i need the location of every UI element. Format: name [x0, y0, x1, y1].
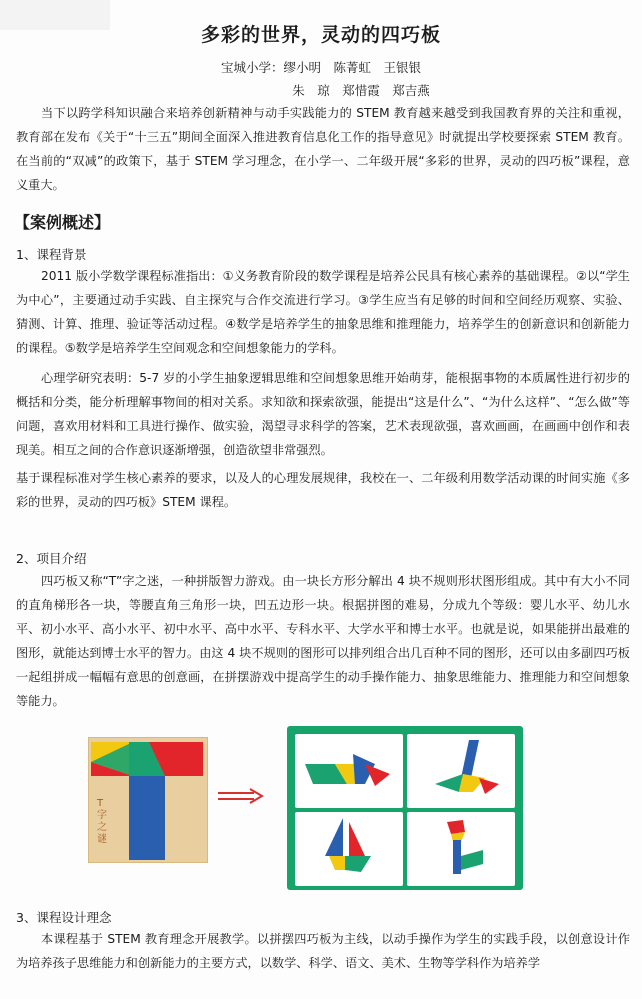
background-paragraph-2: 心理学研究表明：5-7 岁的小学生抽象逻辑思维和空间想象思维开始萌芽，能根据事物的本质属性进行初步的概括和分类，能分析理解事物间的相对关系。求知欲和探索欲强，能提出“这是什么”、“为什么这样”、“怎么做”等问题，喜欢用材料和工具进行操作、做实验，渴望寻求科学的答案，艺术表现欲强，喜欢画画，在画画中创作和表现美。相互之间的合作意识逐渐增强，创造欲望非常强烈。: [16, 371, 630, 457]
figure-bird: [407, 734, 515, 808]
design-paragraph: 本课程基于 STEM 教育理念开展教学。以拼摆四巧板为主线，以动手操作为学生的实践手段，以创意设计作为培养孩子思维能力和创新能力的主要方式，以数学、科学、语文、美术、生物等学科作为培养学: [16, 932, 630, 970]
authors-line-1: 宝城小学：缪小明 陈菁虹 王银银: [220, 60, 421, 75]
subheading-design: 3、课程设计理念: [16, 910, 112, 925]
figure-sailboat: [295, 812, 403, 886]
authors-line-2: 朱 琼 郑惜霞 郑吉燕: [292, 83, 430, 98]
subheading-project: 2、项目介绍: [16, 551, 87, 566]
project-paragraph: 四巧板又称“T”字之迷，一种拼版智力游戏。由一块长方形分解出 4 块不规则形状图形组成。其中有大小不同的直角梯形各一块，等腰直角三角形一块，凹五边形一块。根据拼图的难易，分成九个等级：婴儿水平、幼儿水平、初小水平、高小水平、初中水平、高中水平、专科水平、大学水平和博士水平。也就是说，如果能拼出最难的图形，就能达到博士水平的智力。由这 4 块不规则的图形可以排列组合出几百种不同的图形，还可以由多副四巧板一起组拼成一幅幅有意思的创意画，在拼摆游戏中提高学生的动手操作能力、抽象思维能力、推理能力和空间想象等能力。: [16, 574, 630, 708]
figure-flower: [407, 812, 515, 886]
figure-plane: [295, 734, 403, 808]
background-paragraph-1: 2011 版小学数学课程标准指出：①义务教育阶段的数学课程是培养公民具有核心素养的基础课程。②以“学生为中心”，主要通过动手实践、自主探究与合作交流进行学习。③学生应当有足够的时间和空间经历观察、实验、猜测、计算、推理、验证等活动过程。④数学是培养学生的抽象思维和推理能力，培养学生的创新意识和创新能力的课程。⑤数学是培养学生空间观念和空间想象能力的学科。: [16, 269, 630, 355]
puzzle-figures-grid: [287, 726, 523, 890]
intro-paragraph: 当下以跨学科知识融合来培养创新精神与动手实践能力的 STEM 教育越来越受到我国教育界的关注和重视，教育部在发布《关于“十三五”期间全面深入推进教育信息化工作的指导意见》时就提出学校要探索 STEM 教育。在当前的“双减”的政策下，基于 STEM 学习理念，在小学一、二年级开展“多彩的世界，灵动的四巧板”课程，意义重大。: [16, 106, 630, 192]
section-heading: 【案例概述】: [14, 213, 111, 232]
subheading-background: 1、课程背景: [16, 247, 87, 262]
t-puzzle-photo: [88, 737, 208, 863]
t-puzzle-label: T字之谜: [97, 798, 107, 845]
background-paragraph-3: 基于课程标准对学生核心素养的要求，以及人的心理发展规律，我校在一、二年级利用数学活动课的时间实施《多彩的世界，灵动的四巧板》STEM 课程。: [16, 471, 630, 509]
right-arrow-icon: [216, 787, 266, 805]
page-title: 多彩的世界，灵动的四巧板: [200, 24, 441, 46]
